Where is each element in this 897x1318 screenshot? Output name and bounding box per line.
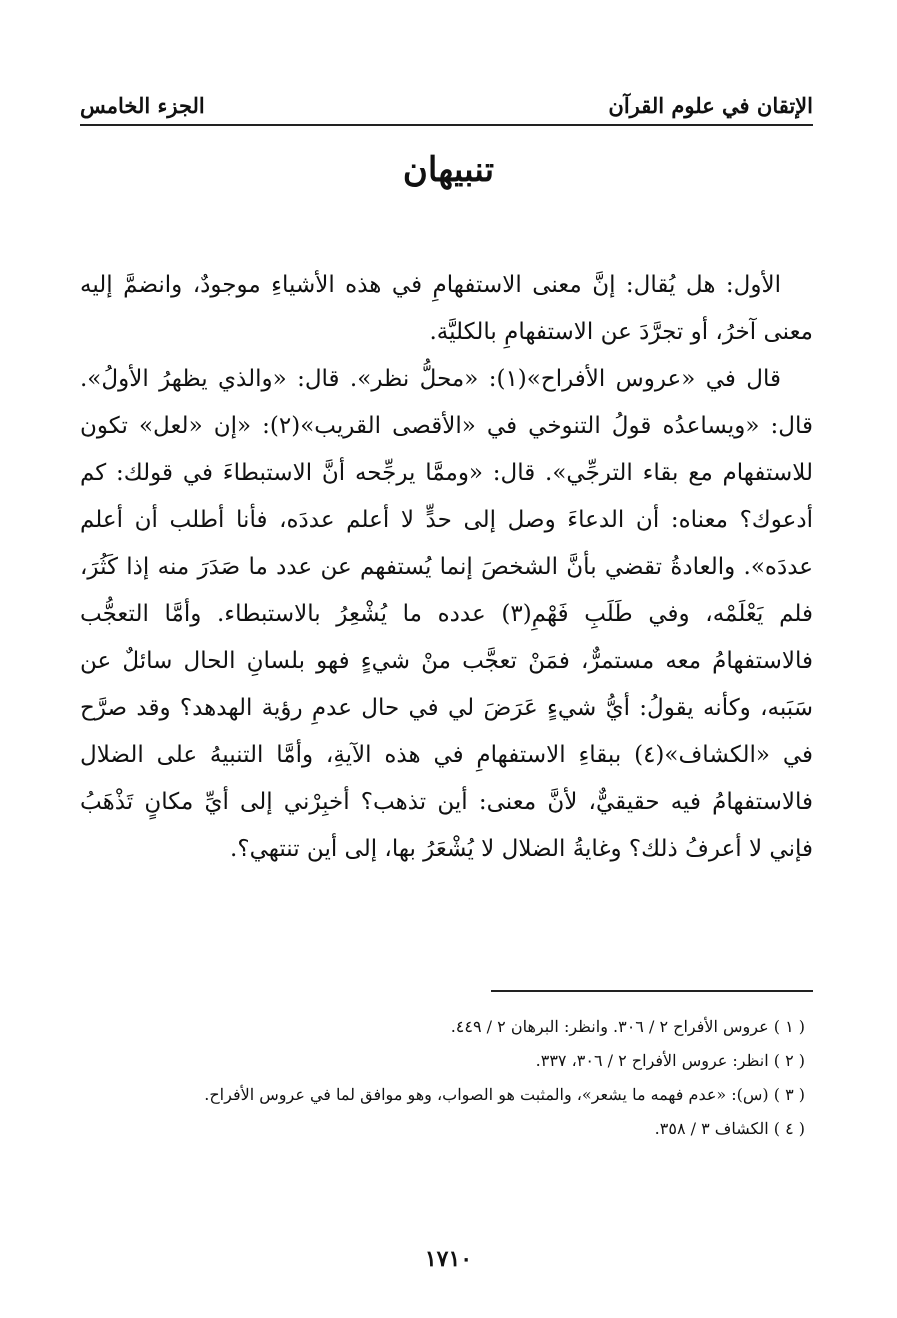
- paragraph-2: قال في «عروس الأفراح»(١): «محلُّ نظر». قال: «والذي يظهرُ الأولُ». قال: «ويساعدُه قولُ التنوخي في «الأقصى القريب»(٢): «إن «لعل» تكون للاستفهام مع بقاء الترجِّي». قال: «وممَّا يرجِّحه أنَّ الاستبطاءَ في قولك: كم أدعوك؟ معناه: أن الدعاءَ وصل إلى حدٍّ لا أعلم عددَه، فأنا أطلب أن أعلم عددَه». والعادةُ تقضي بأنَّ الشخصَ إنما يُستفهم عن عدد ما صَدَرَ منه إذا كَثُرَ، فلم يَعْلَمْه، وفي طَلَبِ فَهْمِ(٣) عدده ما يُشْعِرُ بالاستبطاء. وأمَّا التعجُّب فالاستفهامُ معه مستمرٌّ، فمَنْ تعجَّب منْ شيءٍ فهو بلسانِ الحال سائلٌ عن سَبَبه، وكأنه يقولُ: أيُّ شيءٍ عَرَضَ لي في حال عدمِ رؤية الهدهد؟ وقد صرَّح في «الكشاف»(٤) ببقاءِ الاستفهامِ في هذه الآيةِ، وأمَّا التنبيهُ على الضلال فالاستفهامُ فيه حقيقيٌّ، لأنَّ معنى: أين تذهب؟ أخبِرْني إلى أيِّ مكانٍ تَذْهَبُ فإني لا أعرفُ ذلك؟ وغايةُ الضلال لا يُشْعَرُ بها، إلى أين تنتهي؟.: [80, 366, 813, 862]
- section-title: تنبيهان: [402, 150, 495, 190]
- footnote-4: ( ٤ ) الكشاف ٣ / ٣٥٨.: [654, 1119, 805, 1138]
- body-text: [80, 262, 813, 873]
- volume-label: الجزء الخامس: [80, 93, 205, 118]
- footnote-2: ( ٢ ) انظر: عروس الأفراح ٢ / ٣٠٦، ٣٣٧.: [535, 1051, 805, 1070]
- page-number: ١٧١٠: [424, 1246, 473, 1272]
- footnote-3: ( ٣ ) (س): «عدم فهمه ما يشعر»، والمثبت هو الصواب، وهو موافق لما في عروس الأفراح.: [204, 1085, 805, 1104]
- footnotes: [80, 1010, 805, 1146]
- footnote-1: ( ١ ) عروس الأفراح ٢ / ٣٠٦. وانظر: البرهان ٢ / ٤٤٩.: [450, 1017, 805, 1036]
- footnote-separator: [491, 990, 813, 992]
- running-head: [80, 78, 813, 126]
- paragraph-1: الأول: هل يُقال: إنَّ معنى الاستفهامِ في هذه الأشياءِ موجودٌ، وانضمَّ إليه معنى آخرُ، أو تجرَّدَ عن الاستفهامِ بالكليَّة.: [80, 272, 813, 345]
- book-title: الإتقان في علوم القرآن: [608, 93, 813, 118]
